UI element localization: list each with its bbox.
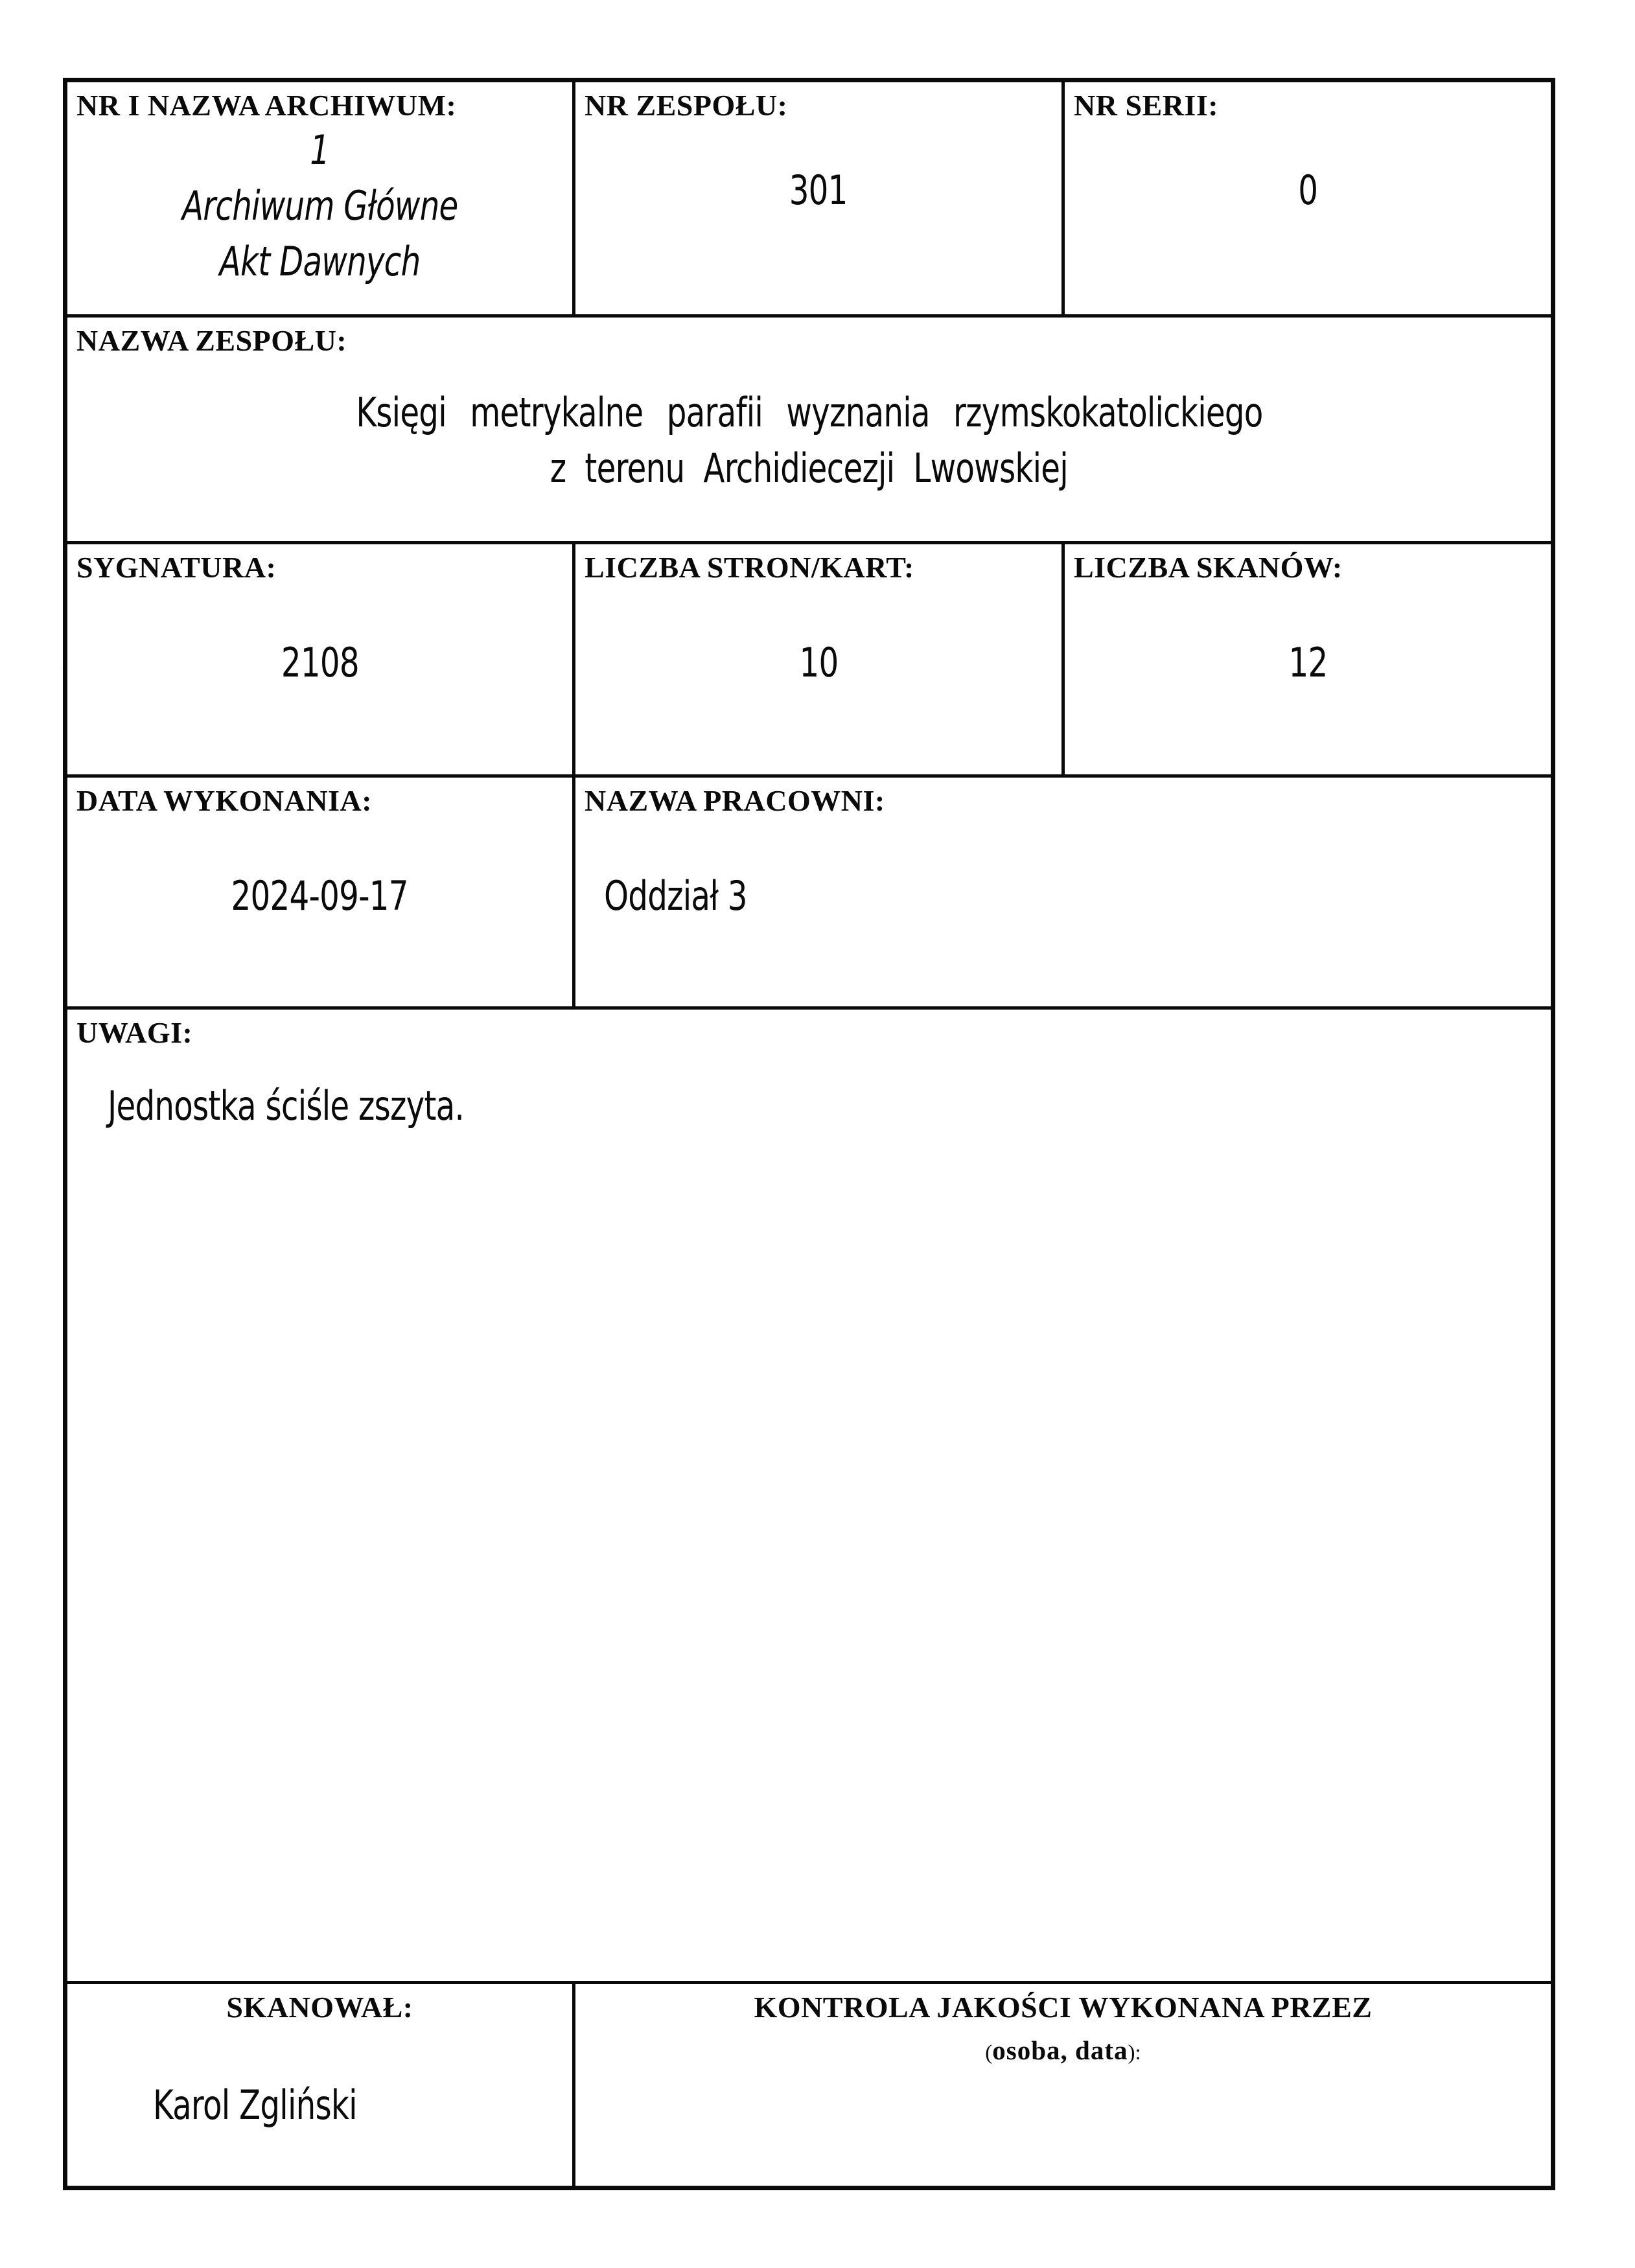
signature-label: SYGNATURA: (76, 551, 277, 584)
scan-date-value: 2024-09-17 (231, 872, 409, 920)
row-fonds-name (67, 314, 1551, 541)
scans-count-label: LICZBA SKANÓW: (1074, 551, 1343, 584)
workshop-label: NAZWA PRACOWNI: (585, 784, 885, 817)
archive-name-line2: Akt Dawnych (219, 238, 421, 285)
archive-metadata-table (63, 78, 1555, 2190)
row-signature-counts (67, 541, 1551, 774)
row-date-workshop (67, 774, 1551, 1006)
remarks-label: UWAGI: (76, 1016, 193, 1049)
cell-pages-count (572, 544, 1061, 774)
workshop-value: Oddział 3 (604, 872, 747, 920)
qc-close-paren: ): (1128, 2041, 1141, 2065)
fonds-number-label: NR ZESPOŁU: (585, 89, 788, 122)
fonds-name-line2: z terenu Archidiecezji Lwowskiej (550, 445, 1069, 492)
remarks-value: Jednostka ściśle zszyta. (108, 1082, 465, 1129)
fonds-number-value: 301 (789, 167, 848, 214)
cell-series-number (1061, 82, 1551, 314)
fonds-name-line1: Księgi metrykalne parafii wyznania rzymskokatolickiego (355, 389, 1263, 436)
quality-control-subline (585, 2035, 1542, 2066)
row-signoff (67, 1981, 1551, 2186)
fonds-name-label: NAZWA ZESPOŁU: (76, 324, 347, 357)
pages-count-label: LICZBA STRON/KART: (585, 551, 914, 584)
archive-name-label: NR I NAZWA ARCHIWUM: (76, 89, 457, 122)
scanned-by-value: Karol Zgliński (153, 2081, 357, 2129)
cell-fonds-name (67, 318, 1551, 541)
cell-scanned-by (67, 1984, 572, 2186)
cell-scans-count (1061, 544, 1551, 774)
cell-signature (67, 544, 572, 774)
scanned-by-label: SKANOWAŁ: (226, 1991, 413, 2024)
qc-open-paren: ( (985, 2041, 993, 2065)
cell-scan-date (67, 778, 572, 1006)
pages-count-value: 10 (799, 639, 838, 686)
cell-workshop (572, 778, 1551, 1006)
signature-value: 2108 (281, 639, 359, 686)
qc-subline-text: osoba, data (992, 2035, 1128, 2065)
cell-remarks (67, 1010, 1551, 1981)
cell-quality-control (572, 1984, 1551, 2186)
row-remarks (67, 1006, 1551, 1981)
cell-archive-name (67, 82, 572, 314)
row-archive-numbers (67, 82, 1551, 314)
archive-name-line1: Archiwum Główne (181, 182, 458, 229)
series-number-label: NR SERII: (1074, 89, 1219, 122)
scan-date-label: DATA WYKONANIA: (76, 784, 373, 817)
series-number-value: 0 (1297, 167, 1317, 214)
quality-control-label: KONTROLA JAKOŚCI WYKONANA PRZEZ (754, 1991, 1373, 2024)
archive-number-value: 1 (310, 126, 330, 174)
scans-count-value: 12 (1288, 639, 1327, 686)
cell-fonds-number (572, 82, 1061, 314)
